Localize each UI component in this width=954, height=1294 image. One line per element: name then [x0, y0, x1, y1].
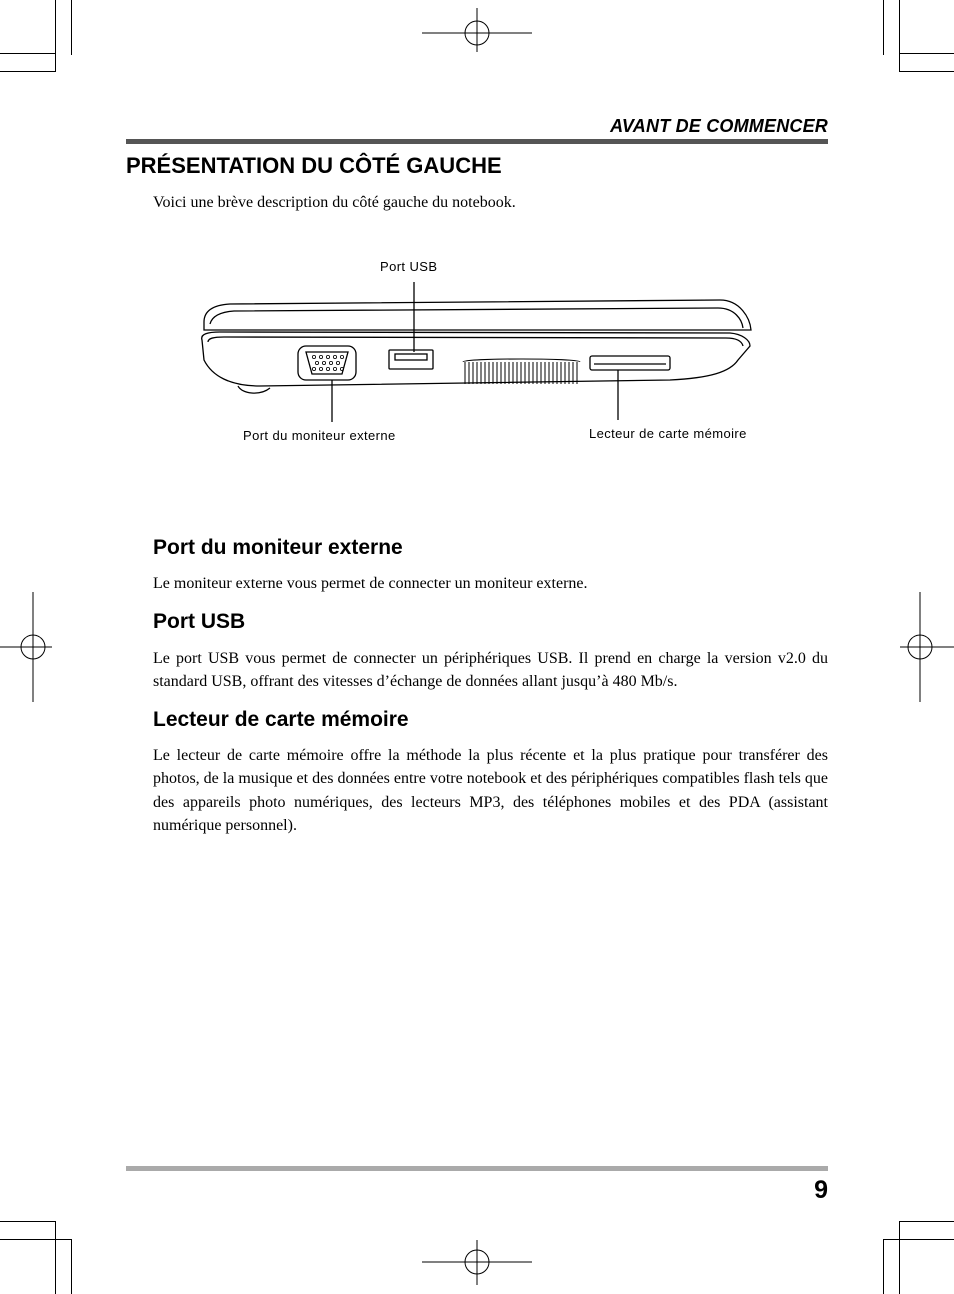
section-text-usb-port: Le port USB vous permet de connecter un périphériques USB. Il prend en charge la version v2.0 du standard USB, offrant des vitesses d’échange de données allant jusqu’à 480 Mb/s. [153, 650, 828, 691]
laptop-left-side-figure [190, 250, 790, 450]
section-text-monitor-port: Le moniteur externe vous permet de connecter un moniteur externe. [153, 575, 588, 592]
header-rule [126, 139, 828, 144]
page-title: PRÉSENTATION DU CÔTÉ GAUCHE [126, 153, 502, 178]
usb-port-label: Port USB [380, 259, 438, 274]
section-heading-monitor-port: Port du moniteur externe [153, 536, 403, 559]
running-header: AVANT DE COMMENCER [610, 116, 828, 136]
footer-rule [126, 1166, 828, 1171]
monitor-port-label: Port du moniteur externe [243, 428, 396, 443]
intro-paragraph: Voici une brève description du côté gauche du notebook. [153, 194, 516, 211]
section-heading-card-reader: Lecteur de carte mémoire [153, 708, 409, 731]
section-text-card-reader: Le lecteur de carte mémoire offre la méthode la plus récente et la plus pratique pour transférer des photos, de la musique et des données entre votre notebook et des périphériques compatibles flash tels que des appareils photo numériques, des lecteurs MP3, des téléphones mobiles et des PDA (assistant numérique personnel). [153, 747, 828, 834]
page-number: 9 [814, 1176, 828, 1204]
section-heading-usb-port: Port USB [153, 610, 246, 633]
card-reader-label: Lecteur de carte mémoire [589, 426, 747, 441]
laptop-side-illustration [190, 250, 790, 450]
